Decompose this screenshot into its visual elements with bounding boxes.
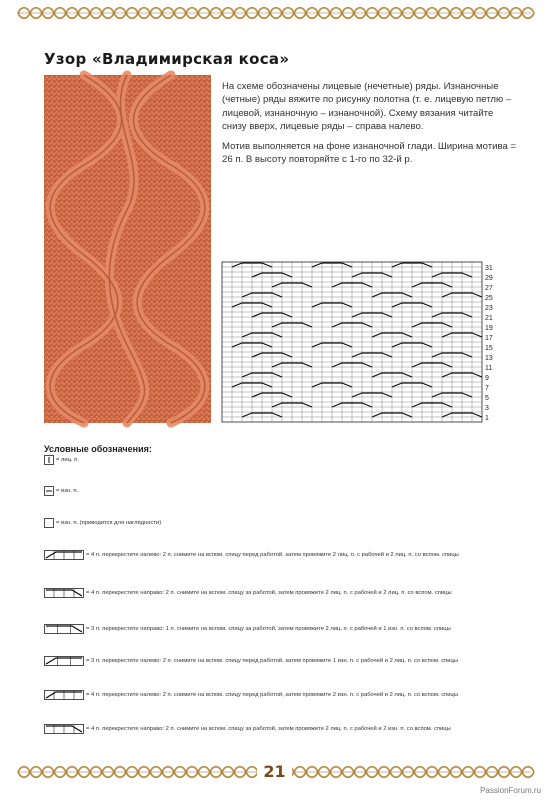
chart-cells	[222, 262, 482, 422]
legend-item	[44, 550, 459, 560]
ornament-pattern	[18, 6, 531, 20]
legend-item	[44, 690, 458, 700]
pattern-description	[222, 80, 517, 172]
legend-item	[44, 455, 79, 465]
description-paragraph-2: Мотив выполняется на фоне изнаночной глади. Ширина мотива = 26 п. В высоту повторяйте с 1-го по 32-й р.	[222, 140, 517, 166]
chart-row-number: 17	[485, 335, 493, 342]
legend-item-text: = изн. п. (приводится для наглядности)	[56, 520, 162, 526]
chart-row-number: 29	[485, 275, 493, 282]
legend-symbol-icon	[44, 518, 54, 528]
page-number: 21	[257, 762, 291, 781]
legend-title: Условные обозначения:	[44, 444, 152, 454]
page-number-container	[0, 762, 549, 782]
legend-item-text: = 4 п. перекрестите налево: 2 п. снимите на вспом. спицу перед работой, затем провяжите 2 лиц. п. с рабочей и 2 лиц. п. со вспом. спицы	[86, 552, 459, 558]
chart-row-number: 7	[485, 385, 489, 392]
description-paragraph-1: На схеме обозначены лицевые (нечетные) ряды. Изнаночные (четные) ряды вяжите по рисунку полотна (т. е. лицевую петлю – лицевой, изнаночную – изнаночной). Схему вязания читайте снизу вверх, лицевые ряды – справа налево.	[222, 81, 512, 133]
chart-row-number: 5	[485, 395, 489, 402]
legend-item	[44, 656, 458, 666]
legend-symbol-icon	[44, 455, 54, 465]
chart-row-number: 21	[485, 315, 493, 322]
legend-symbol-icon	[44, 690, 84, 700]
legend-symbol-icon	[44, 624, 84, 634]
chart-row-number: 19	[485, 325, 493, 332]
knitting-chart-grid	[222, 262, 493, 424]
chart-row-number: 3	[485, 405, 489, 412]
chart-row-number: 31	[485, 265, 493, 272]
chart-row-number: 13	[485, 355, 493, 362]
chart-row-number: 9	[485, 375, 489, 382]
legend-symbol-icon	[44, 550, 84, 560]
legend-item	[44, 486, 78, 496]
legend-item	[44, 624, 451, 634]
knitted-sample-photo	[44, 75, 211, 423]
legend-symbol-icon	[44, 656, 84, 666]
knitting-chart	[222, 262, 493, 424]
legend-item-text: = 4 п. перекрестите направо: 2 п. снимите на вспом. спицу за работой, затем провяжите 2 лиц. п. с рабочей и 2 лиц. п. со вспом. спицы	[86, 590, 452, 596]
knitted-sample-image	[44, 75, 211, 423]
legend-item-text: = 3 п. перекрестите налево: 2 п. снимите на вспом. спицу перед работой, затем провяжите 1 изн. п. с рабочей и 2 лиц. п. со вспом. спицы	[86, 658, 458, 664]
watermark: PassionForum.ru	[480, 786, 541, 795]
chart-row-number: 25	[485, 295, 493, 302]
chart-row-number: 15	[485, 345, 493, 352]
chart-row-number: 27	[485, 285, 493, 292]
legend-symbol-icon	[44, 486, 54, 496]
legend-item	[44, 588, 452, 598]
legend-item	[44, 518, 161, 528]
page-title: Узор «Владимирская коса»	[44, 50, 290, 68]
top-ornament-border	[18, 6, 531, 20]
legend-item-text: = изн. п.	[56, 488, 79, 494]
legend-symbol-icon	[44, 724, 84, 734]
legend-item-text: = лиц. п.	[56, 457, 79, 463]
chart-row-number: 23	[485, 305, 493, 312]
chart-row-number: 11	[485, 365, 493, 372]
chart-row-number: 1	[485, 415, 489, 422]
legend-item-text: = 4 п. перекрестите направо: 2 п. снимите на вспом. спицу за работой, затем провяжите 2 лиц. п. с рабочей и 2 изн. п. со вспом. спицы	[86, 726, 451, 732]
legend-symbol-icon	[44, 588, 84, 598]
legend-item-text: = 4 п. перекрестите налево: 2 п. снимите на вспом. спицу перед работой, затем провяжите 2 изн. п. с рабочей и 2 лиц. п. со вспом. спицы	[86, 692, 458, 698]
legend-item-text: = 3 п. перекрестите направо: 1 п. снимите на вспом. спицу за работой, затем провяжите 2 лиц. п. с рабочей и 1 изн. п. со вспом. спицы	[86, 626, 451, 632]
legend-item	[44, 724, 451, 734]
